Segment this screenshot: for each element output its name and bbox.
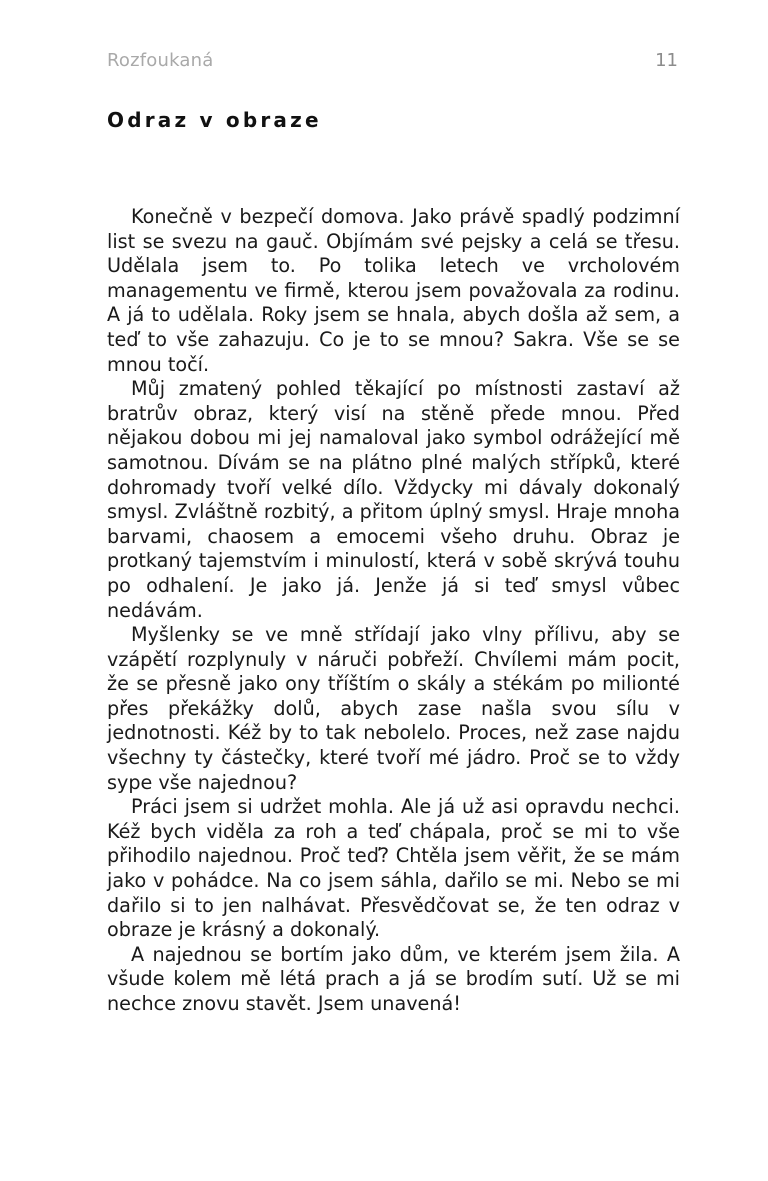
paragraph: A najednou se bortím jako dům, ve kterém jsem žila. A všude kolem mě létá prach a já se brodím sutí. Už se mi nechce znovu stavět. Jsem unavená! [107, 942, 680, 1015]
paragraph: Myšlenky se ve mně střídají jako vlny přílivu, aby se vzápětí rozplynuly v náruči pobřeží. Chvílemi mám pocit, že se přesně jako ony tříštím o skály a stékám po milionté přes překážky dolů, abych zase našla svou sílu v jednotnosti. Kéž by to tak nebolelo. Proces, než zase najdu všechny ty částečky, které tvoří mé jádro. Proč se to vždy sype vše najednou? [107, 623, 680, 794]
paragraph: Konečně v bezpečí domova. Jako právě spadlý podzimní list se svezu na gauč. Objímám své pejsky a celá se třesu. Udělala jsem to. Po tolika letech ve vrcholovém managementu ve firmě, kterou jsem považovala za rodinu. A já to udělala. Roky jsem se hnala, abych došla až sem, a teď to vše zahazuju. Co je to se mnou? Sakra. Vše se se mnou točí. [107, 205, 680, 376]
paragraph: Práci jsem si udržet mohla. Ale já už asi opravdu nechci. Kéž bych viděla za roh a teď chápala, proč se mi to vše přihodilo najednou. Proč teď? Chtěla jsem věřit, že se mám jako v pohádce. Na co jsem sáhla, dařilo se mi. Nebo se mi dařilo si to jen nalhávat. Přesvědčovat se, že ten odraz v obraze je krásný a dokonalý. [107, 795, 680, 942]
chapter-body [107, 205, 680, 1017]
running-head: Rozfoukaná [107, 50, 214, 71]
page-number: 11 [655, 50, 678, 71]
paragraph: Můj zmatený pohled těkající po místnosti zastaví až bratrův obraz, který visí na stěně přede mnou. Před nějakou dobou mi jej namaloval jako symbol odrážející mě samotnou. Dívám se na plátno plné malých střípků, které dohromady tvoří velké dílo. Vždycky mi dávaly dokonalý smysl. Zvláštně rozbitý, a přitom úplný smysl. Hraje mnoha barvami, chaosem a emocemi všeho druhu. Obraz je protkaný tajemstvím i minulostí, která v sobě skrývá touhu po odhalení. Je jako já. Jenže já si teď smysl vůbec nedávám. [107, 377, 680, 622]
chapter-title: Odraz v obraze [107, 108, 322, 132]
